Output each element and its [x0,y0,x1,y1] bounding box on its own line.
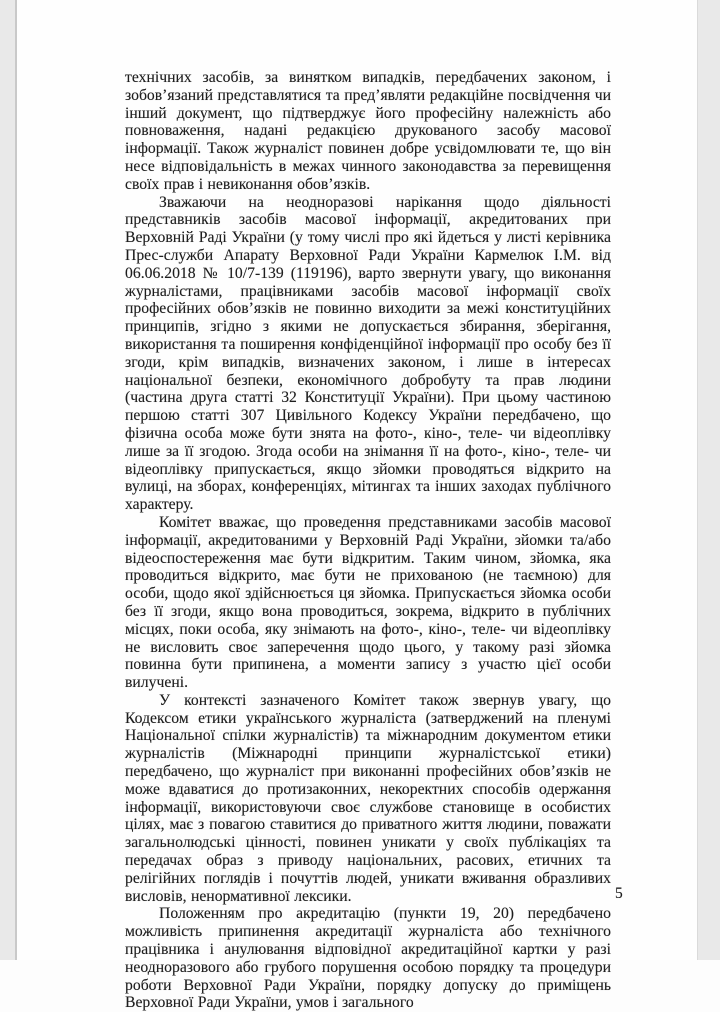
paragraph-continuation: технічних засобів, за винятком випадків, передбачених законом, і зобов’язаний представлятися та пред’являти редакційне посвідчення чи інший документ, що підтверджує його професійну належність або повноваження, надані редакцією друкованого засобу масової інформації. Також журналіст повинен добре усвідомлювати те, що він несе відповідальність в межах чинного законодавства за перевищення своїх прав і невиконання обов’язків. [125,69,611,193]
page-number: 5 [615,885,623,902]
paragraph-complaints: Зважаючи на неодноразові нарікання щодо діяльності представників засобів масової інформації, акредитованих при Верховній Раді України (у тому числі про які йдеться у листі керівника Прес-служби Апарату Верховної Ради України Кармелюк І.М. від 06.06.2018 № 10/7-139 (119196), варто звернути увагу, що виконання журналістами, працівниками засобів масової інформації своїх професійних обов’язків не повинно виходити за межі конституційних принципів, згідно з якими не допускається збирання, зберігання, використання та поширення конфіденційної інформації про особу без її згоди, крім випадків, визначених законом, і лише в інтересах національної безпеки, економічного добробуту та прав людини (частина друга статті 32 Конституції України). При цьому частиною першою статті 307 Цивільного Кодексу України передбачено, що фізична особа може бути знята на фото-, кіно-, теле- чи відеоплівку лише за її згодою. Згода особи на знімання її на фото-, кіно-, теле- чи відеоплівку припускається, якщо зйомки проводяться відкрито на вулиці, на зборах, конференціях, мітингах та інших заходах публічного характеру. [125,193,611,514]
document-body [125,69,611,1012]
paragraph-committee-opinion: Комітет вважає, що проведення представниками засобів масової інформації, акредитованими у Верховній Раді України, зйомки та/або відеоспостереження має бути відкритим. Таким чином, зйомка, яка проводиться відкрито, має бути не прихованою (не таємною) для особи, щодо якої здійснюється ця зйомка. Припускається зйомка особи без її згоди, якщо вона проводиться, зокрема, відкрито в публічних місцях, поки особа, яку знімають на фото-, кіно-, теле- чи відеоплівку не висловить своє заперечення щодо цього, у такому разі зйомка повинна бути припинена, а моменти запису з участю цієї особи вилучені. [125,513,611,692]
scan-left-margin [0,0,17,960]
paragraph-accreditation-provision: Положенням про акредитацію (пункти 19, 20) передбачено можливість припинення акредитації журналіста або технічного працівника і анулювання відповідної акредитаційної картки у разі неодноразового або грубого порушення особою порядку та процедури роботи Верховної Ради України, порядку допуску до приміщень Верховної Ради України, умов і загального [125,905,611,1012]
paragraph-ethics-code: У контексті зазначеного Комітет також звернув увагу, що Кодексом етики українського журналіста (затверджений на пленумі Національної спілки журналістів) та міжнародним документом етики журналістів (Міжнародні принципи журналістської етики) передбачено, що журналіст при виконанні професійних обов’язків не може вдаватися до протизаконних, некоректних способів одержання інформації, використовуючи своє службове становище в особистих цілях, має з повагою ставитися до приватного життя людини, поважати загальнолюдські цінності, повинен уникати у своїх публікаціях та передачах образ з приводу національних, расових, етичних та релігійних поглядів і почуттів людей, уникати вживання образливих висловів, ненормативної лексики. [125,691,611,905]
scan-right-margin [697,0,720,960]
